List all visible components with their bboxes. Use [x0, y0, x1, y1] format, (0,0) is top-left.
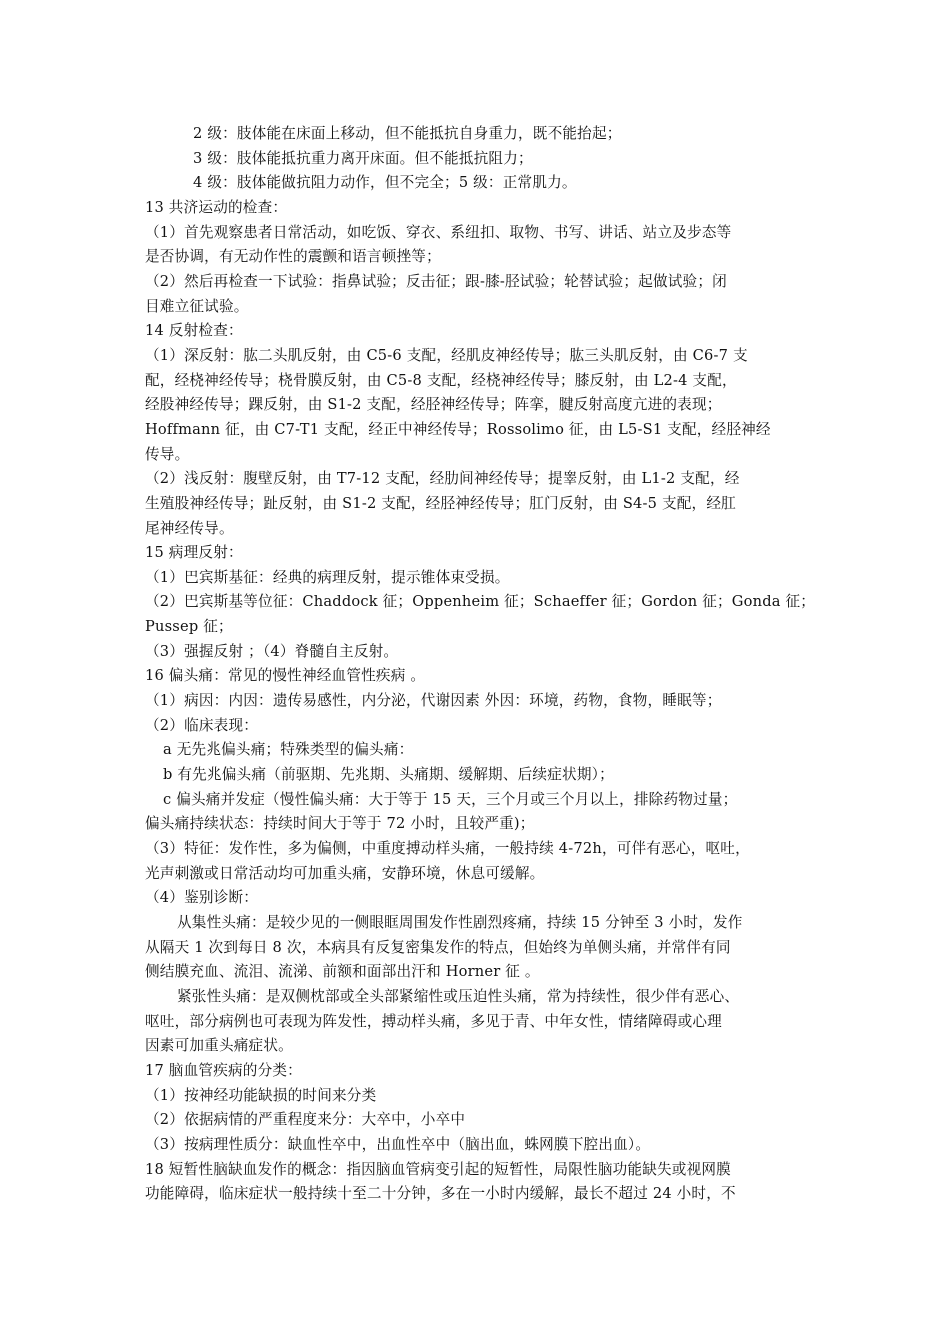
text-line: 从隔天 1 次到每日 8 次，本病具有反复密集发作的特点，但始终为单侧头痛，并常伴有同: [145, 938, 731, 956]
grade-3-line: 3 级：肢体能抵抗重力离开床面。但不能抵抗阻力；: [193, 149, 533, 167]
text-line: 因素可加重头痛症状。: [145, 1037, 293, 1055]
text-line: 目难立征试验。: [145, 297, 249, 315]
text-line: （1）深反射：肱二头肌反射，由 C5-6 支配，经肌皮神经传导；肱三头肌反射，由 C6-7 支: [145, 346, 748, 364]
text-line: 传导。: [145, 445, 190, 463]
text-line: 侧结膜充血、流泪、流涕、前额和面部出汗和 Horner 征 。: [145, 963, 540, 981]
list-item-a: a 无先兆偏头痛；特殊类型的偏头痛：: [163, 741, 414, 759]
text-line: 生殖股神经传导；趾反射，由 S1-2 支配，经胫神经传导；肛门反射，由 S4-5 支配，经肛: [145, 494, 736, 512]
text-line: （1）按神经功能缺损的时间来分类: [145, 1086, 377, 1104]
text-line: （2）依据病情的严重程度来分：大卒中，小卒中: [145, 1111, 466, 1129]
text-line: Pussep 征；: [145, 618, 233, 636]
grade-2-line: 2 级：肢体能在床面上移动，但不能抵抗自身重力，既不能抬起；: [193, 125, 622, 142]
heading-18: 18 短暂性脑缺血发作的概念：指因脑血管病变引起的短暂性，局限性脑功能缺失或视网膜: [145, 1160, 731, 1178]
text-line: （2）临床表现：: [145, 716, 259, 734]
text-line: （4）鉴别诊断：: [145, 889, 259, 907]
paragraph-cluster-headache: 从集性头痛：是较少见的一侧眼眶周围发作性剧烈疼痛，持续 15 分钟至 3 小时，发作: [177, 914, 743, 931]
text-line: 呕吐，部分病例也可表现为阵发性，搏动样头痛，多见于青、中年女性，情绪障碍或心理: [145, 1012, 722, 1030]
text-line: 尾神经传导。: [145, 519, 234, 537]
text-line: （2）浅反射：腹壁反射，由 T7-12 支配，经肋间神经传导；提睾反射，由 L1-2 支配，经: [145, 470, 740, 488]
list-item-b: b 有先兆偏头痛（前驱期、先兆期、头痛期、缓解期、后续症状期）；: [163, 766, 614, 784]
text-line: Hoffmann 征，由 C7-T1 支配，经正中神经传导；Rossolimo 征，由 L5-S1 支配，经胫神经: [145, 420, 771, 438]
list-item-c: c 偏头痛并发症（慢性偏头痛：大于等于 15 天，三个月或三个月以上，排除药物过量；: [163, 790, 738, 808]
text-line: 经股神经传导；踝反射，由 S1-2 支配，经胫神经传导；阵挛，腱反射高度亢进的表现；: [145, 396, 722, 414]
paragraph-tension-headache: 紧张性头痛：是双侧枕部或全头部紧缩性或压迫性头痛，常为持续性，很少伴有恶心、: [177, 987, 740, 1005]
text-line: （3）强握反射 ；（4）脊髓自主反射。: [145, 642, 399, 660]
text-line: （3）特征：发作性，多为偏侧，中重度搏动样头痛，一般持续 4-72h，可伴有恶心，呕吐，: [145, 840, 750, 858]
heading-14: 14 反射检查：: [145, 322, 243, 340]
grade-4-5-line: 4 级：肢体能做抗阻力动作，但不完全；5 级：正常肌力。: [193, 174, 577, 192]
text-line: （1）首先观察患者日常活动，如吃饭、穿衣、系纽扣、取物、书写、讲话、站立及步态等: [145, 223, 732, 241]
document-body: [145, 122, 817, 1207]
text-line: 偏头痛持续状态：持续时间大于等于 72 小时，且较严重)；: [145, 815, 535, 833]
heading-13: 13 共济运动的检查：: [145, 198, 288, 216]
text-line: 配，经桡神经传导；桡骨膜反射，由 C5-8 支配，经桡神经传导；膝反射，由 L2-4 支配，: [145, 371, 737, 389]
text-line: 光声刺激或日常活动均可加重头痛，安静环境，休息可缓解。: [145, 864, 545, 882]
heading-17: 17 脑血管疾病的分类：: [145, 1061, 302, 1079]
text-line: 功能障碍，临床症状一般持续十至二十分钟，多在一小时内缓解，最长不超过 24 小时，不: [145, 1185, 736, 1203]
text-line: 是否协调，有无动作性的震颤和语言顿挫等；: [145, 248, 441, 266]
text-line: （2）巴宾斯基等位征：Chaddock 征；Oppenheim 征；Schaeffer 征；Gordon 征；Gonda 征；: [145, 593, 816, 611]
text-line: （2）然后再检查一下试验：指鼻试验；反击征；跟-膝-胫试验；轮替试验；起做试验；闭: [145, 272, 727, 290]
heading-16: 16 偏头痛：常见的慢性神经血管性疾病 。: [145, 667, 426, 685]
text-line: （1）病因：内因：遗传易感性，内分泌，代谢因素 外因：环境，药物，食物，睡眠等；: [145, 692, 722, 710]
heading-15: 15 病理反射：: [145, 544, 243, 562]
text-line: （3）按病理性质分：缺血性卒中，出血性卒中（脑出血，蛛网膜下腔出血）。: [145, 1135, 651, 1153]
text-line: （1）巴宾斯基征：经典的病理反射，提示锥体束受损。: [145, 568, 510, 586]
